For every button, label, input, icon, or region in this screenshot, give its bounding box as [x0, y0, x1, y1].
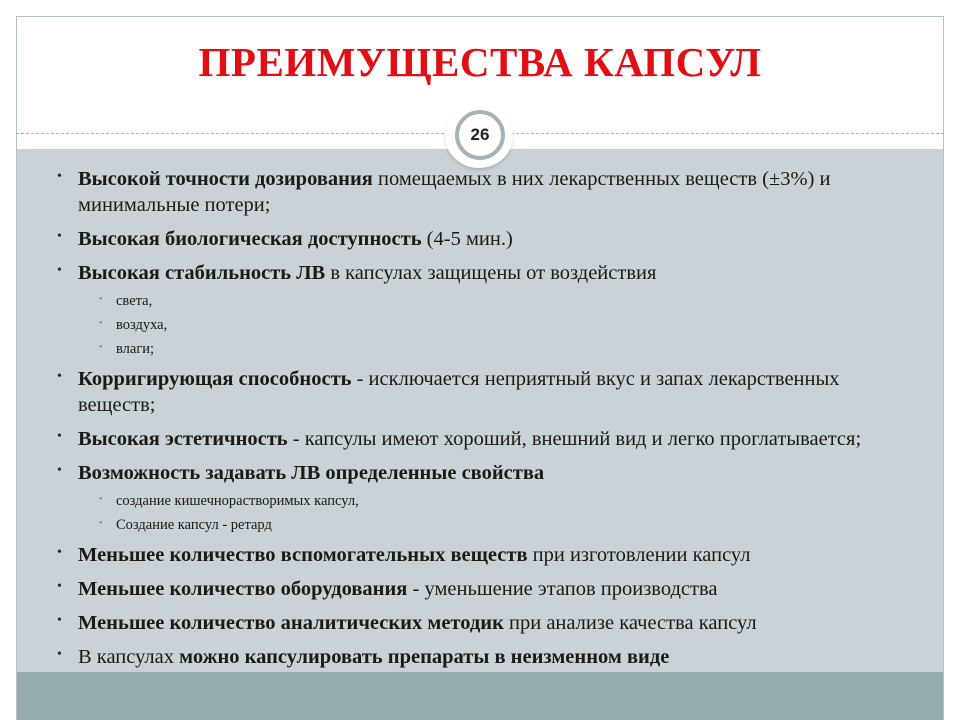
bullet-text: в капсулах защищены от воздействия: [325, 262, 657, 284]
sub-bullet-icon: •: [99, 294, 103, 305]
bullet-text: (4-5 мин.): [421, 228, 513, 250]
bullet-bold: Высокая эстетичность: [78, 428, 288, 450]
bullet-item: [0, 166, 960, 218]
bullet-item: [0, 426, 960, 452]
slide-title: ПРЕИМУЩЕСТВА КАПСУЛ: [198, 39, 762, 85]
bullet-bold: можно капсулировать препараты в неизменном виде: [179, 646, 670, 668]
sub-item-text: создание кишечнорастворимых капсул,: [116, 493, 359, 509]
bullet-text: - капсулы имеют хороший, внешний вид и легко проглатывается;: [287, 428, 862, 450]
bullet-icon: •: [57, 463, 62, 478]
bullet-bold: Меньшее количество оборудования: [78, 578, 408, 600]
bullet-text: В капсулах: [78, 646, 180, 668]
bullet-bold: Высокой точности дозирования: [78, 168, 373, 190]
bullet-item: [0, 542, 960, 568]
sub-item: [0, 292, 960, 310]
page-number: 26: [470, 125, 490, 144]
sub-item-text: света,: [116, 293, 153, 309]
bullet-icon: •: [57, 579, 62, 594]
bullet-bold: Корригирующая способность: [78, 368, 352, 390]
sub-item: [0, 516, 960, 534]
bullet-bold: Меньшее количество вспомогательных веществ: [78, 544, 528, 566]
sub-item: [0, 492, 960, 510]
bullet-icon: •: [57, 545, 62, 560]
bullet-item: [0, 226, 960, 252]
sub-bullet-icon: •: [99, 342, 103, 353]
sub-item-text: Создание капсул - ретард: [116, 517, 272, 533]
bullet-text: при изготовлении капсул: [527, 544, 751, 566]
sub-bullet-icon: •: [99, 518, 103, 529]
bullet-icon: •: [57, 647, 62, 662]
bullet-list: [0, 166, 960, 678]
bullet-bold: Возможность задавать ЛВ определенные свойства: [78, 462, 545, 484]
sub-bullet-icon: •: [99, 318, 103, 329]
bullet-icon: •: [57, 169, 62, 184]
sub-item: [0, 340, 960, 358]
bullet-bold: Высокая стабильность ЛВ: [78, 262, 326, 284]
bullet-text: - исключается неприятный вкус и запах лекарственных веществ;: [78, 368, 840, 416]
bullet-text: - уменьшение этапов производства: [407, 578, 718, 600]
sub-item: [0, 316, 960, 334]
bullet-item: [0, 366, 960, 418]
bullet-icon: •: [57, 229, 62, 244]
sub-list: [0, 292, 960, 358]
bullet-icon: •: [57, 263, 62, 278]
sub-item-text: влаги;: [116, 341, 155, 357]
bullet-bold: Высокая биологическая доступность: [78, 228, 422, 250]
bullet-item: [0, 260, 960, 286]
bullet-item: [0, 644, 960, 670]
bullet-bold: Меньшее количество аналитических методик: [78, 612, 504, 634]
bullet-icon: •: [57, 369, 62, 384]
sub-list: [0, 492, 960, 534]
bullet-item: [0, 610, 960, 636]
footer-bar: [17, 672, 943, 720]
sub-item-text: воздуха,: [116, 317, 168, 333]
bullet-text: помещаемых в них лекарственных веществ (±3%) и минимальные потери;: [78, 168, 831, 216]
sub-bullet-icon: •: [99, 494, 103, 505]
bullet-item: [0, 576, 960, 602]
bullet-icon: •: [57, 613, 62, 628]
bullet-text: при анализе качества капсул: [503, 612, 757, 634]
bullet-item: [0, 460, 960, 486]
bullet-icon: •: [57, 429, 62, 444]
